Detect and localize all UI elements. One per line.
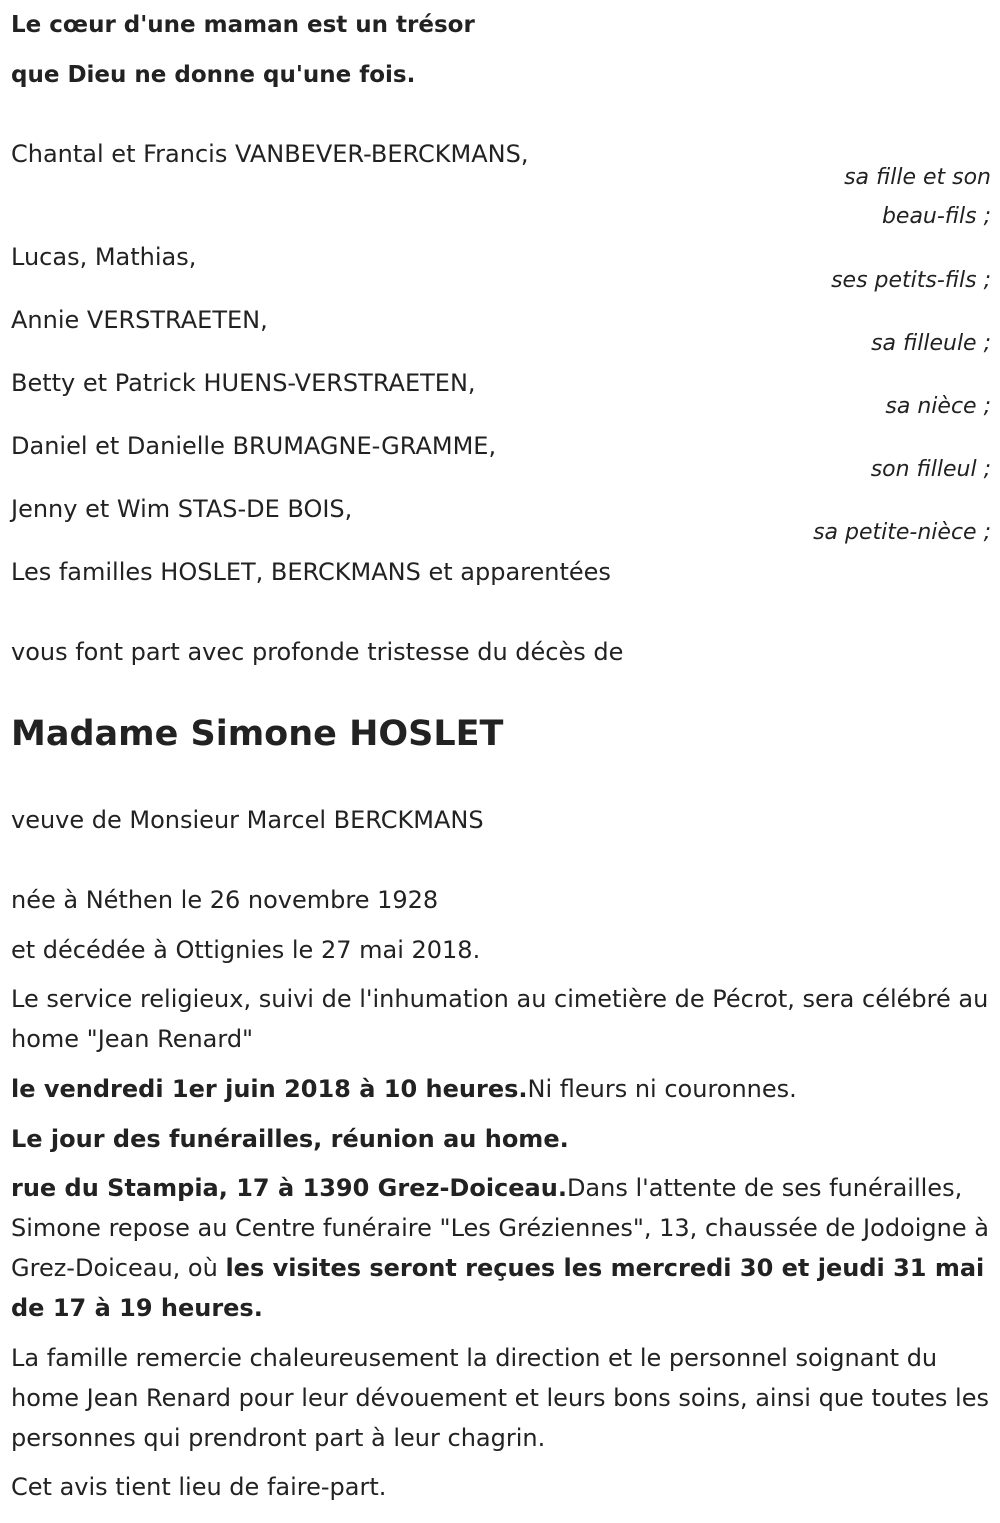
reunion-paragraph [11, 1119, 991, 1159]
family-name-3: Annie VERSTRAETEN, [11, 306, 268, 334]
closing-line: Cet avis tient lieu de faire-part. [11, 1473, 387, 1501]
family-name-5: Daniel et Danielle BRUMAGNE-GRAMME, [11, 432, 497, 460]
death-line: et décédée à Ottignies le 27 mai 2018. [11, 936, 481, 964]
service-date: le vendredi 1er juin 2018 à 10 heures. [11, 1075, 528, 1103]
widow-line: veuve de Monsieur Marcel BERCKMANS [11, 806, 484, 834]
family-relation-5: son filleul ; [870, 457, 991, 482]
family-name-7: Les familles HOSLET, BERCKMANS et apparentées [11, 558, 611, 586]
family-name-2: Lucas, Mathias, [11, 243, 197, 271]
service-text: Le service religieux, suivi de l'inhumation au cimetière de Pécrot, sera célébré au home "Jean Renard" [11, 985, 989, 1053]
address-paragraph [11, 1168, 991, 1328]
home-address: rue du Stampia, 17 à 1390 Grez-Doiceau. [11, 1174, 567, 1202]
quote-line-1: Le cœur d'une maman est un trésor [11, 12, 475, 38]
family-name-6: Jenny et Wim STAS-DE BOIS, [11, 495, 353, 523]
announcement: vous font part avec profonde tristesse du décès de [11, 638, 624, 666]
quote-line-2: que Dieu ne donne qu'une fois. [11, 62, 416, 88]
reunion-note: Le jour des funérailles, réunion au home. [11, 1125, 569, 1153]
family-relation-4: sa nièce ; [885, 394, 991, 419]
family-relation-1b: beau-fils ; [881, 204, 991, 229]
family-relation-3: sa filleule ; [871, 331, 991, 356]
family-relation-2: ses petits-fils ; [831, 268, 991, 293]
thanks-paragraph: La famille remercie chaleureusement la direction et le personnel soignant du home Jean Renard pour leur dévouement et leurs bons soins, ainsi que toutes les personnes qui prendront part à leur chagrin. [11, 1344, 989, 1452]
service-date-paragraph [11, 1069, 991, 1109]
family-relation-1a: sa fille et son [844, 165, 991, 190]
family-relation-6: sa petite-nièce ; [813, 520, 991, 545]
family-name-1: Chantal et Francis VANBEVER-BERCKMANS, [11, 140, 529, 168]
visits-info: les visites seront reçues les mercredi 30 et jeudi 31 mai de 17 à 19 heures. [11, 1254, 985, 1322]
rest-text: Dans l'attente de ses funérailles, Simone repose au Centre funéraire "Les Gréziennes", 13, chaussée de Jodoigne à Grez-Doiceau, où [11, 1174, 989, 1282]
flowers-note: Ni fleurs ni couronnes. [527, 1075, 797, 1103]
deceased-name: Madame Simone HOSLET [11, 714, 504, 754]
family-name-4: Betty et Patrick HUENS-VERSTRAETEN, [11, 369, 476, 397]
birth-line: née à Néthen le 26 novembre 1928 [11, 886, 439, 914]
